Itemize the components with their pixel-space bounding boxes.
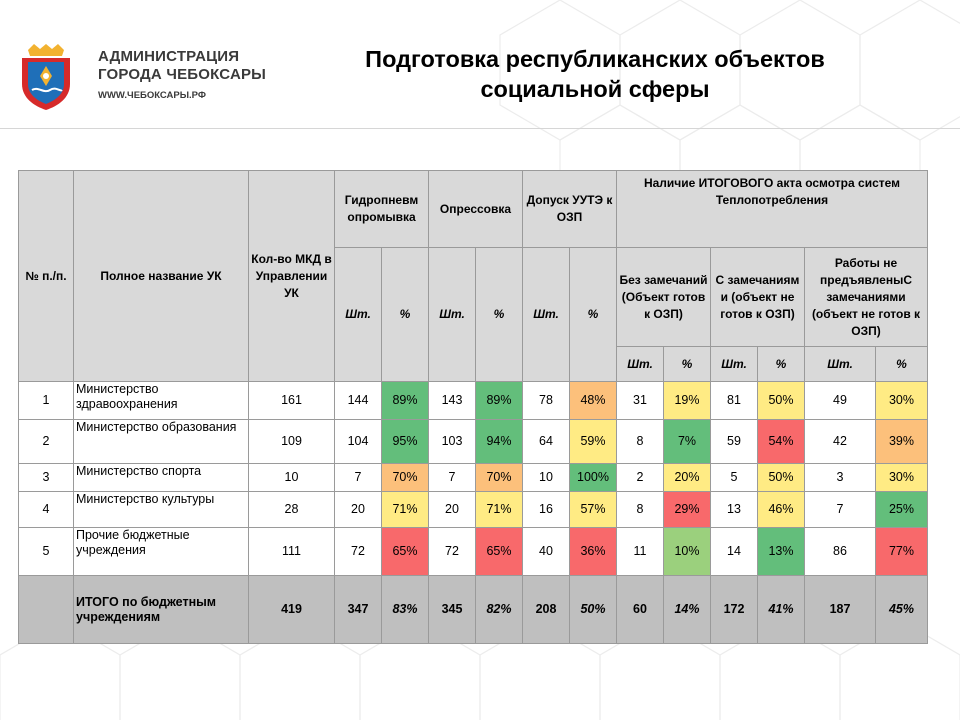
cell-access-pct: 48% bbox=[570, 382, 617, 420]
total-access-sht: 208 bbox=[523, 576, 570, 644]
organization-website-link[interactable]: WWW.ЧЕБОКСАРЫ.РФ bbox=[98, 90, 206, 101]
header-wr-pct: % bbox=[758, 347, 805, 382]
header-hydro-sht: Шт. bbox=[335, 248, 382, 382]
cell-access-sht: 10 bbox=[523, 464, 570, 492]
row-num: 2 bbox=[19, 420, 74, 464]
header-final-act: Наличие ИТОГОВОГО акта осмотра систем Теплопотребления bbox=[617, 171, 928, 248]
header-hydro-pct: % bbox=[382, 248, 429, 382]
cell-press-pct: 70% bbox=[476, 464, 523, 492]
cell-np-sht: 86 bbox=[805, 528, 876, 576]
header-with-remarks: С замечаниям и (объект не готов к ОЗП) bbox=[711, 248, 805, 347]
header-num: № п./п. bbox=[19, 171, 74, 382]
header-np-sht: Шт. bbox=[805, 347, 876, 382]
cell-wr-sht: 5 bbox=[711, 464, 758, 492]
cell-press-sht: 72 bbox=[429, 528, 476, 576]
table-row bbox=[19, 464, 928, 492]
cell-hydro-sht: 104 bbox=[335, 420, 382, 464]
cell-np-pct: 39% bbox=[876, 420, 928, 464]
row-num: 4 bbox=[19, 492, 74, 528]
cell-nr-pct: 29% bbox=[664, 492, 711, 528]
header-np-pct: % bbox=[876, 347, 928, 382]
cell-wr-sht: 13 bbox=[711, 492, 758, 528]
total-nr-sht: 60 bbox=[617, 576, 664, 644]
cell-nr-sht: 2 bbox=[617, 464, 664, 492]
cell-nr-sht: 8 bbox=[617, 492, 664, 528]
cell-hydro-sht: 7 bbox=[335, 464, 382, 492]
cell-nr-pct: 7% bbox=[664, 420, 711, 464]
cell-access-sht: 40 bbox=[523, 528, 570, 576]
cell-nr-pct: 20% bbox=[664, 464, 711, 492]
cell-wr-pct: 54% bbox=[758, 420, 805, 464]
cell-nr-pct: 10% bbox=[664, 528, 711, 576]
cell-hydro-sht: 72 bbox=[335, 528, 382, 576]
cell-mkd: 111 bbox=[249, 528, 335, 576]
cell-press-pct: 65% bbox=[476, 528, 523, 576]
row-name: Министерство культуры bbox=[74, 492, 249, 528]
cell-access-sht: 78 bbox=[523, 382, 570, 420]
total-nr-pct: 14% bbox=[664, 576, 711, 644]
cell-access-sht: 64 bbox=[523, 420, 570, 464]
cell-hydro-pct: 70% bbox=[382, 464, 429, 492]
header-press-pct: % bbox=[476, 248, 523, 382]
cell-np-pct: 30% bbox=[876, 382, 928, 420]
total-hydro-sht: 347 bbox=[335, 576, 382, 644]
total-access-pct: 50% bbox=[570, 576, 617, 644]
cell-press-sht: 20 bbox=[429, 492, 476, 528]
cell-hydro-sht: 144 bbox=[335, 382, 382, 420]
total-wr-pct: 41% bbox=[758, 576, 805, 644]
cell-mkd: 10 bbox=[249, 464, 335, 492]
cell-nr-sht: 31 bbox=[617, 382, 664, 420]
header-access-sht: Шт. bbox=[523, 248, 570, 382]
total-press-pct: 82% bbox=[476, 576, 523, 644]
cell-np-sht: 49 bbox=[805, 382, 876, 420]
cell-wr-pct: 46% bbox=[758, 492, 805, 528]
cell-access-sht: 16 bbox=[523, 492, 570, 528]
header-meter-access: Допуск УУТЭ к ОЗП bbox=[523, 171, 617, 248]
organization-name bbox=[98, 48, 266, 84]
cell-nr-sht: 11 bbox=[617, 528, 664, 576]
header-mkd-count: Кол-во МКД в Управлении УК bbox=[249, 171, 335, 382]
table-row bbox=[19, 492, 928, 528]
cell-access-pct: 36% bbox=[570, 528, 617, 576]
heating-readiness-table bbox=[18, 170, 928, 644]
cell-press-pct: 71% bbox=[476, 492, 523, 528]
cell-hydro-pct: 71% bbox=[382, 492, 429, 528]
cell-wr-sht: 59 bbox=[711, 420, 758, 464]
header-not-presented: Работы не предъявленыС замечаниями (объект не готов к ОЗП) bbox=[805, 248, 928, 347]
table-body bbox=[19, 382, 928, 644]
total-np-sht: 187 bbox=[805, 576, 876, 644]
cell-wr-pct: 13% bbox=[758, 528, 805, 576]
cell-np-sht: 3 bbox=[805, 464, 876, 492]
cell-press-sht: 7 bbox=[429, 464, 476, 492]
header-divider bbox=[0, 128, 960, 129]
total-name: ИТОГО по бюджетным учреждениям bbox=[74, 576, 249, 644]
cell-hydro-pct: 89% bbox=[382, 382, 429, 420]
header-press-sht: Шт. bbox=[429, 248, 476, 382]
total-num bbox=[19, 576, 74, 644]
row-num: 3 bbox=[19, 464, 74, 492]
table-row bbox=[19, 382, 928, 420]
cell-np-sht: 7 bbox=[805, 492, 876, 528]
header-hydro-flushing: Гидропневм опромывка bbox=[335, 171, 429, 248]
cell-hydro-pct: 95% bbox=[382, 420, 429, 464]
cell-mkd: 109 bbox=[249, 420, 335, 464]
header-name: Полное название УК bbox=[74, 171, 249, 382]
header-wr-sht: Шт. bbox=[711, 347, 758, 382]
cell-hydro-pct: 65% bbox=[382, 528, 429, 576]
row-num: 5 bbox=[19, 528, 74, 576]
cell-press-pct: 94% bbox=[476, 420, 523, 464]
cell-access-pct: 100% bbox=[570, 464, 617, 492]
cell-wr-sht: 14 bbox=[711, 528, 758, 576]
header-nr-sht: Шт. bbox=[617, 347, 664, 382]
cell-wr-pct: 50% bbox=[758, 382, 805, 420]
table-row bbox=[19, 420, 928, 464]
cell-np-pct: 77% bbox=[876, 528, 928, 576]
row-name: Прочие бюджетные учреждения bbox=[74, 528, 249, 576]
total-press-sht: 345 bbox=[429, 576, 476, 644]
cell-np-pct: 25% bbox=[876, 492, 928, 528]
cell-nr-pct: 19% bbox=[664, 382, 711, 420]
cell-access-pct: 59% bbox=[570, 420, 617, 464]
organization-name-line1: АДМИНИСТРАЦИЯ bbox=[98, 48, 240, 65]
cell-wr-pct: 50% bbox=[758, 464, 805, 492]
cell-hydro-sht: 20 bbox=[335, 492, 382, 528]
header-pressure-test: Опрессовка bbox=[429, 171, 523, 248]
row-name: Министерство образования bbox=[74, 420, 249, 464]
table-total-row bbox=[19, 576, 928, 644]
page-title-line1: Подготовка республиканских объектов bbox=[365, 46, 825, 72]
page-header bbox=[0, 0, 960, 130]
header-access-pct: % bbox=[570, 248, 617, 382]
city-coat-of-arms-icon bbox=[14, 44, 78, 110]
header-nr-pct: % bbox=[664, 347, 711, 382]
cell-wr-sht: 81 bbox=[711, 382, 758, 420]
total-wr-sht: 172 bbox=[711, 576, 758, 644]
page-title bbox=[300, 44, 890, 104]
table-row bbox=[19, 528, 928, 576]
row-name: Министерство здравоохранения bbox=[74, 382, 249, 420]
total-mkd: 419 bbox=[249, 576, 335, 644]
row-num: 1 bbox=[19, 382, 74, 420]
cell-nr-sht: 8 bbox=[617, 420, 664, 464]
row-name: Министерство спорта bbox=[74, 464, 249, 492]
cell-mkd: 161 bbox=[249, 382, 335, 420]
cell-press-pct: 89% bbox=[476, 382, 523, 420]
cell-press-sht: 103 bbox=[429, 420, 476, 464]
cell-np-sht: 42 bbox=[805, 420, 876, 464]
cell-np-pct: 30% bbox=[876, 464, 928, 492]
page-title-line2: социальной сферы bbox=[480, 76, 710, 102]
cell-access-pct: 57% bbox=[570, 492, 617, 528]
header-no-remarks: Без замечаний (Объект готов к ОЗП) bbox=[617, 248, 711, 347]
total-np-pct: 45% bbox=[876, 576, 928, 644]
cell-press-sht: 143 bbox=[429, 382, 476, 420]
organization-name-line2: ГОРОДА ЧЕБОКСАРЫ bbox=[98, 66, 267, 83]
total-hydro-pct: 83% bbox=[382, 576, 429, 644]
cell-mkd: 28 bbox=[249, 492, 335, 528]
